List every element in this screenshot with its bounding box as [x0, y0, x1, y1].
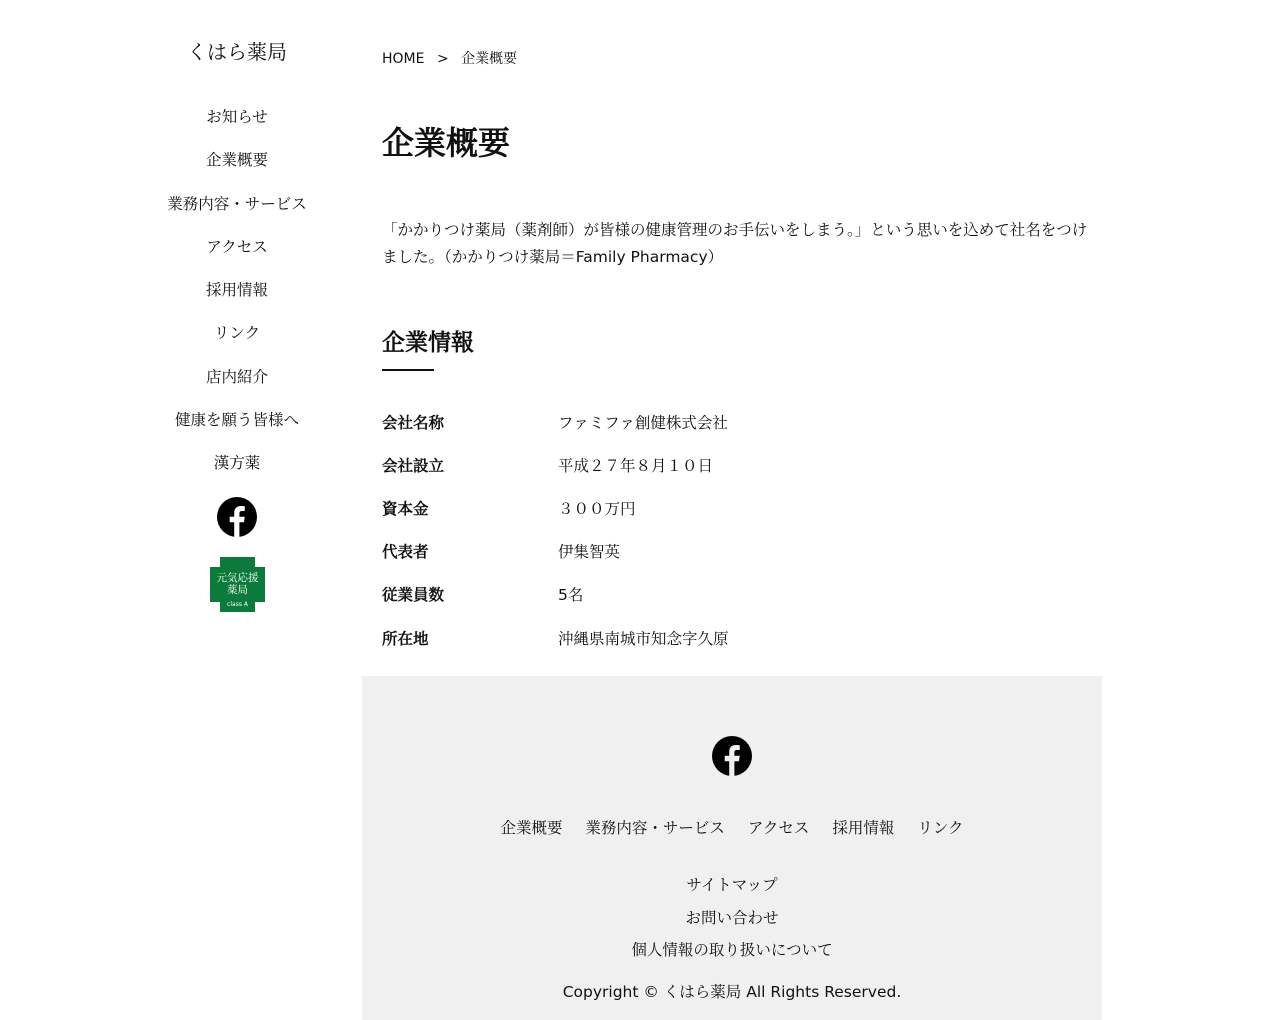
sidebar-item-health[interactable]: 健康を願う皆様へ: [174, 411, 299, 430]
section-underline: [382, 369, 434, 371]
info-value: ファミファ創健株式会社: [558, 413, 728, 432]
facebook-icon[interactable]: [712, 736, 752, 776]
sidebar-nav: [137, 104, 337, 494]
info-label: 会社名称: [382, 413, 445, 432]
info-value: 伊集智英: [558, 543, 621, 562]
table-row: [382, 530, 1102, 573]
table-row: [382, 400, 1102, 443]
sidebar-item-services[interactable]: 業務内容・サービス: [167, 194, 307, 213]
footer: [362, 676, 1102, 1020]
footer-nav: [362, 816, 1102, 838]
sidebar-item-kampo[interactable]: 漢方薬: [213, 454, 261, 473]
info-value: 平成２７年８月１０日: [558, 456, 714, 475]
table-row: [382, 573, 1102, 616]
breadcrumb-home[interactable]: HOME: [382, 51, 425, 67]
table-row: [382, 616, 1102, 659]
breadcrumb: [382, 48, 525, 68]
badge-line2: 薬局: [227, 584, 248, 596]
sidebar-item-company[interactable]: 企業概要: [205, 151, 268, 170]
footer-link-links[interactable]: リンク: [917, 819, 964, 837]
sidebar-item-recruit[interactable]: 採用情報: [205, 281, 268, 300]
footer-link-services[interactable]: 業務内容・サービス: [585, 819, 725, 837]
intro-text: 「かかりつけ薬局（薬剤師）が皆様の健康管理のお手伝いをしまう。」という思いを込めて社名をつけました。（かかりつけ薬局＝Family Pharmacy）: [382, 221, 1088, 266]
site-title[interactable]: くはら薬局: [187, 40, 287, 64]
sidebar-item-access[interactable]: アクセス: [206, 237, 268, 256]
info-value: 5名: [558, 586, 584, 605]
sidebar-item-links[interactable]: リンク: [213, 324, 261, 343]
info-label: 代表者: [382, 543, 429, 562]
info-label: 従業員数: [382, 586, 445, 605]
info-label: 所在地: [382, 629, 429, 648]
footer-link-privacy[interactable]: 個人情報の取り扱いについて: [631, 941, 833, 959]
sidebar-item-store[interactable]: 店内紹介: [205, 367, 268, 386]
footer-link-company[interactable]: 企業概要: [500, 819, 563, 837]
facebook-icon[interactable]: [217, 497, 257, 537]
footer-sub-links: [362, 869, 1102, 967]
copyright: Copyright © くはら薬局 All Rights Reserved.: [562, 983, 902, 1001]
section-title: 企業情報: [382, 330, 474, 356]
info-value: ３００万円: [558, 499, 636, 518]
table-row: [382, 486, 1102, 529]
info-value: 沖縄県南城市知念字久原: [558, 629, 729, 648]
company-info-table: [382, 400, 1102, 659]
pharmacy-badge: [210, 557, 265, 612]
sidebar-item-news[interactable]: お知らせ: [206, 108, 268, 126]
table-row: [382, 443, 1102, 486]
footer-link-access[interactable]: アクセス: [747, 819, 810, 837]
badge-line1: 元気応援: [216, 572, 259, 584]
footer-link-recruit[interactable]: 採用情報: [832, 819, 895, 837]
breadcrumb-separator: >: [436, 51, 449, 67]
info-label: 資本金: [382, 499, 429, 518]
badge-line3: class A: [227, 601, 248, 608]
footer-link-sitemap[interactable]: サイトマップ: [686, 876, 778, 894]
page-title: 企業概要: [382, 124, 511, 162]
info-label: 会社設立: [382, 456, 445, 475]
breadcrumb-current: 企業概要: [461, 51, 518, 67]
footer-link-contact[interactable]: お問い合わせ: [685, 908, 779, 927]
